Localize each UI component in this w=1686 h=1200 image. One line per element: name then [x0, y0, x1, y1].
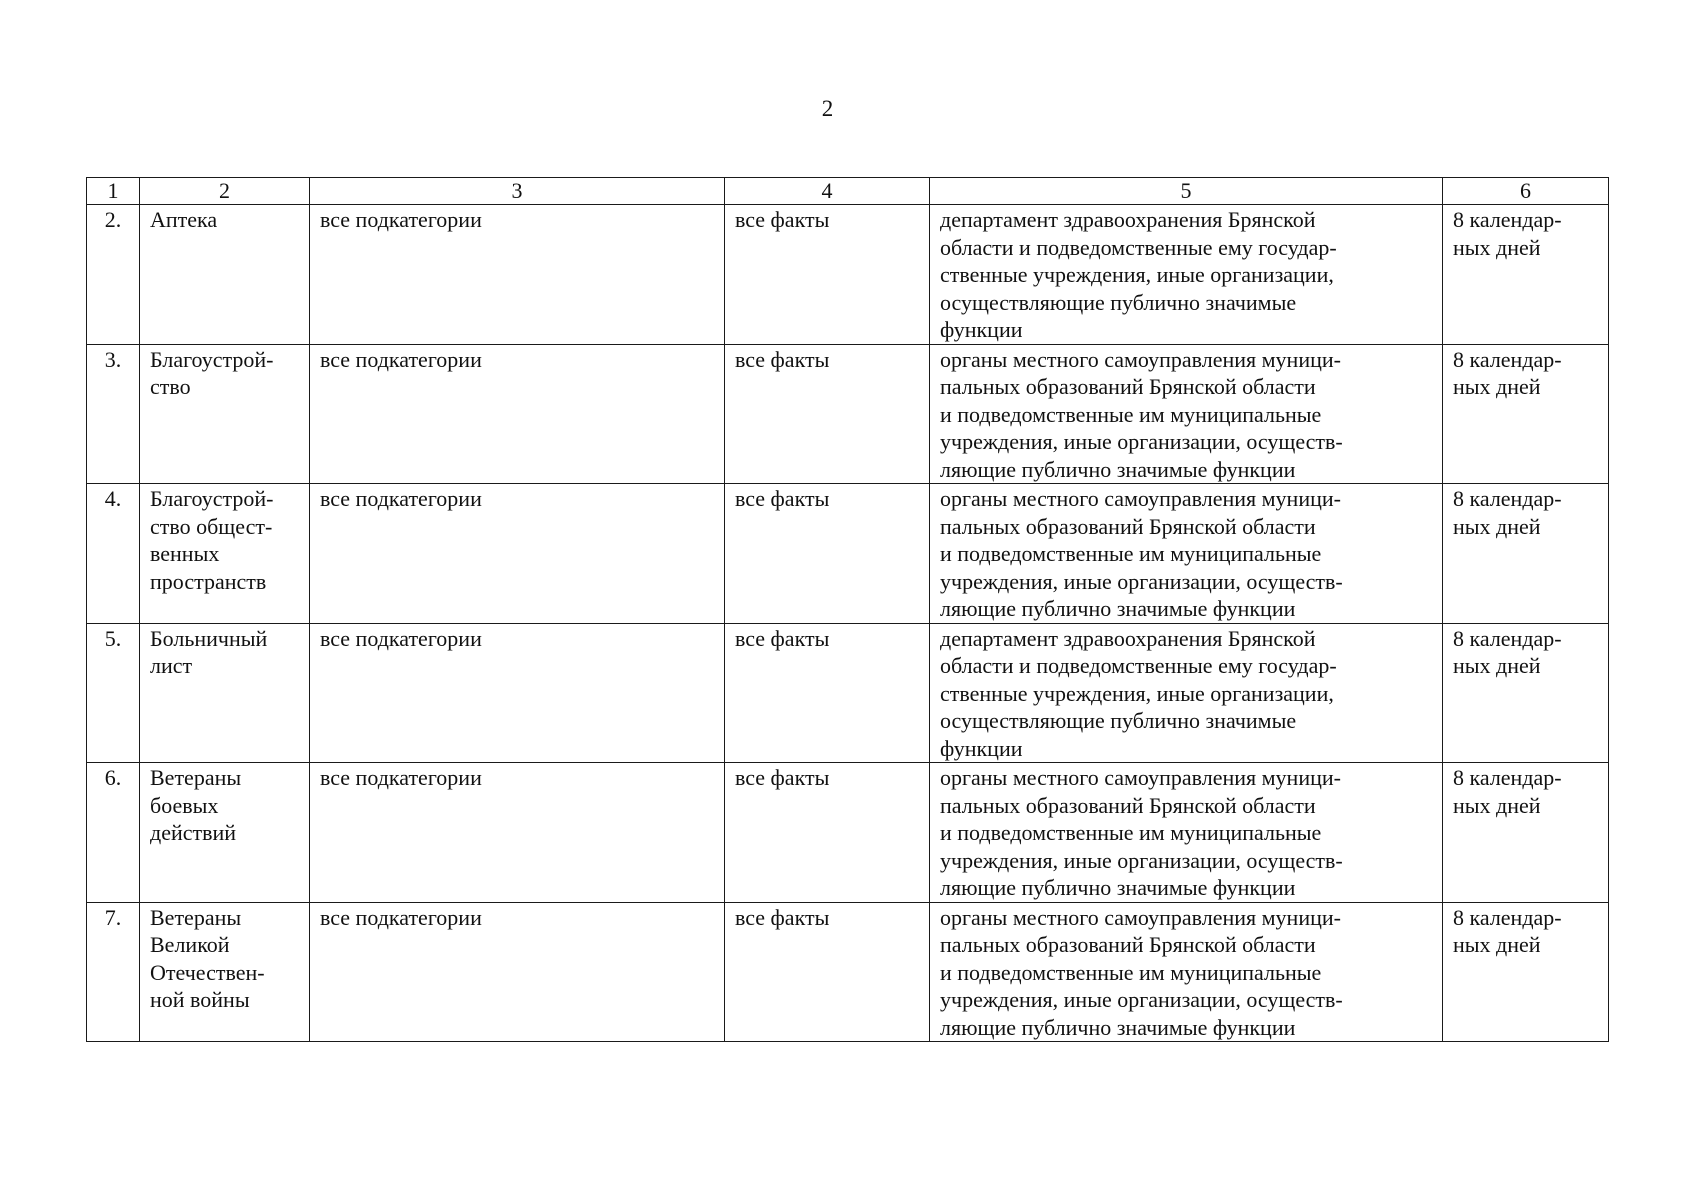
- facts-cell: все факты: [725, 623, 930, 763]
- column-header-4: 4: [725, 178, 930, 205]
- column-header-1: 1: [87, 178, 140, 205]
- column-header-2: 2: [140, 178, 310, 205]
- term-cell: 8 календар- ных дней: [1443, 205, 1609, 345]
- term-cell: 8 календар- ных дней: [1443, 763, 1609, 903]
- subcategory-cell: все подкатегории: [310, 205, 725, 345]
- subcategory-cell: все подкатегории: [310, 484, 725, 624]
- column-header-6: 6: [1443, 178, 1609, 205]
- row-number: 5.: [87, 623, 140, 763]
- table-row: [87, 344, 1609, 484]
- category-cell: Ветераны Великой Отечествен- ной войны: [140, 902, 310, 1042]
- column-header-3: 3: [310, 178, 725, 205]
- category-cell: Ветераны боевых действий: [140, 763, 310, 903]
- term-cell: 8 календар- ных дней: [1443, 623, 1609, 763]
- table-row: [87, 484, 1609, 624]
- row-number: 6.: [87, 763, 140, 903]
- responsible-cell: департамент здравоохранения Брянской области и подведомственные ему государ- ственные учреждения, иные организации, осуществляющие публично значимые функции: [930, 623, 1443, 763]
- page-number: 2: [821, 96, 834, 121]
- category-cell: Аптека: [140, 205, 310, 345]
- responsible-cell: органы местного самоуправления муници- пальных образований Брянской области и подведомственные им муниципальные учреждения, иные организации, осуществ- ляющие публично значимые функции: [930, 763, 1443, 903]
- row-number: 7.: [87, 902, 140, 1042]
- facts-cell: все факты: [725, 484, 930, 624]
- facts-cell: все факты: [725, 344, 930, 484]
- table-row: [87, 623, 1609, 763]
- responsible-cell: органы местного самоуправления муници- пальных образований Брянской области и подведомственные им муниципальные учреждения, иные организации, осуществ- ляющие публично значимые функции: [930, 902, 1443, 1042]
- column-header-5: 5: [930, 178, 1443, 205]
- responsible-cell: департамент здравоохранения Брянской области и подведомственные ему государ- ственные учреждения, иные организации, осуществляющие публично значимые функции: [930, 205, 1443, 345]
- document-table: [86, 177, 1609, 1042]
- row-number: 2.: [87, 205, 140, 345]
- category-cell: Благоустрой- ство: [140, 344, 310, 484]
- term-cell: 8 календар- ных дней: [1443, 484, 1609, 624]
- facts-cell: все факты: [725, 902, 930, 1042]
- subcategory-cell: все подкатегории: [310, 902, 725, 1042]
- category-cell: Больничный лист: [140, 623, 310, 763]
- table-row: [87, 763, 1609, 903]
- table-row: [87, 205, 1609, 345]
- facts-cell: все факты: [725, 763, 930, 903]
- subcategory-cell: все подкатегории: [310, 623, 725, 763]
- responsible-cell: органы местного самоуправления муници- пальных образований Брянской области и подведомственные им муниципальные учреждения, иные организации, осуществ- ляющие публично значимые функции: [930, 484, 1443, 624]
- subcategory-cell: все подкатегории: [310, 763, 725, 903]
- row-number: 3.: [87, 344, 140, 484]
- table-header-row: [87, 178, 1609, 205]
- row-number: 4.: [87, 484, 140, 624]
- responsible-cell: органы местного самоуправления муници- пальных образований Брянской области и подведомственные им муниципальные учреждения, иные организации, осуществ- ляющие публично значимые функции: [930, 344, 1443, 484]
- facts-cell: все факты: [725, 205, 930, 345]
- term-cell: 8 календар- ных дней: [1443, 344, 1609, 484]
- term-cell: 8 календар- ных дней: [1443, 902, 1609, 1042]
- subcategory-cell: все подкатегории: [310, 344, 725, 484]
- category-cell: Благоустрой- ство общест- венных пространств: [140, 484, 310, 624]
- table-row: [87, 902, 1609, 1042]
